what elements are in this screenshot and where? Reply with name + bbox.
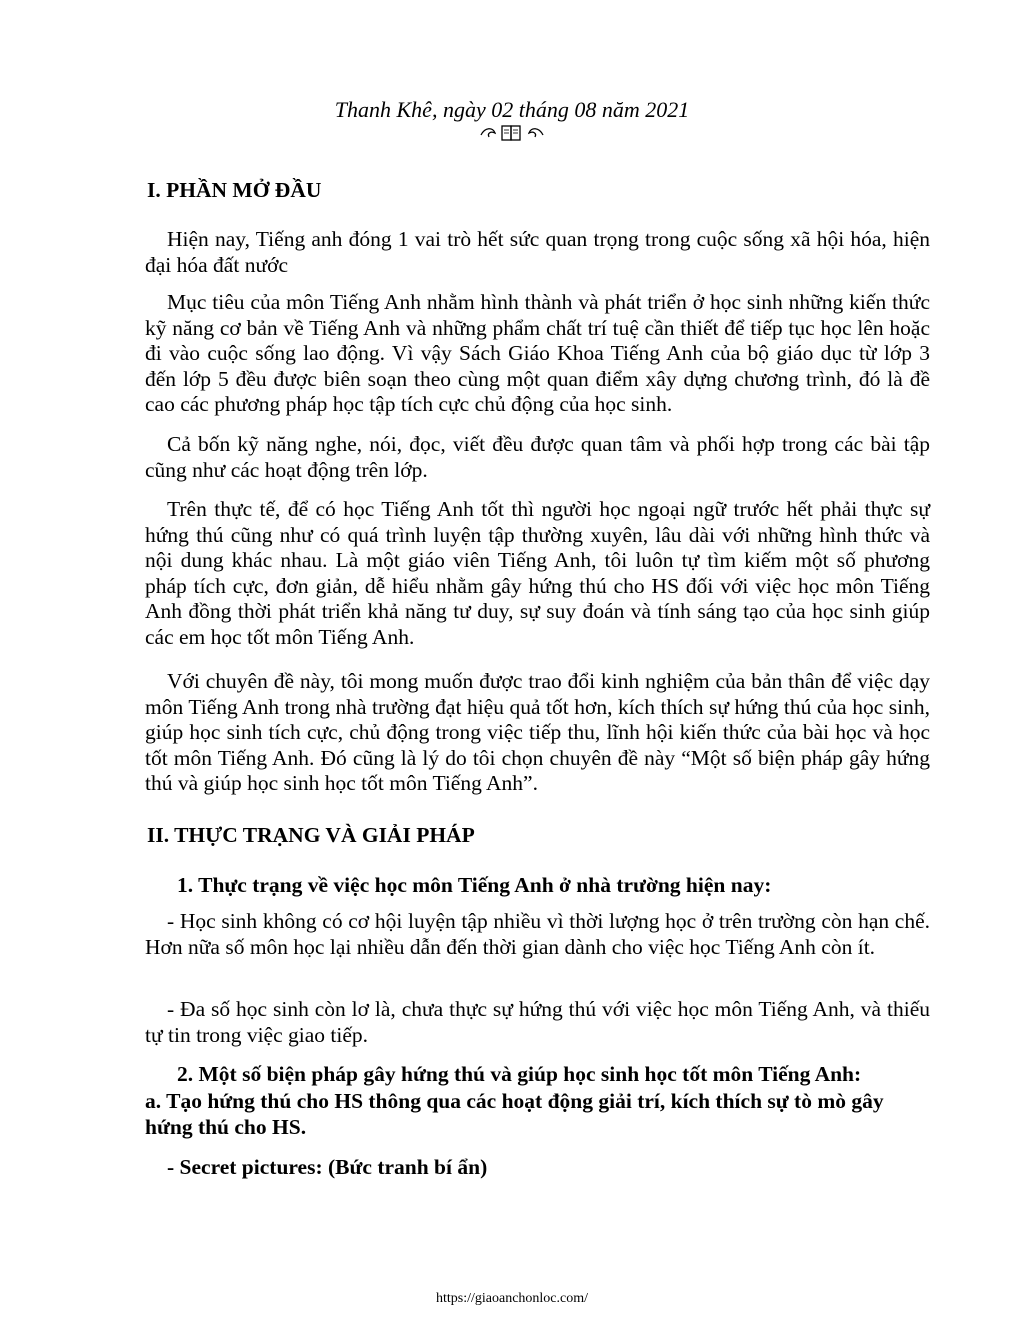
date-line: Thanh Khê, ngày 02 tháng 08 năm 2021 xyxy=(334,97,690,122)
subsection-2-title: 2. Một số biện pháp gây hứng thú và giúp học sinh học tốt môn Tiếng Anh: xyxy=(177,1062,862,1086)
section-2-title: II. THỰC TRẠNG VÀ GIẢI PHÁP xyxy=(147,823,475,847)
subsection-1-title: 1. Thực trạng về việc học môn Tiếng Anh ở nhà trường hiện nay: xyxy=(177,873,772,897)
ornament-icon xyxy=(0,123,1024,148)
footer-url[interactable]: https://giaoanchonloc.com/ xyxy=(435,1291,589,1306)
secret-pictures-item: - Secret pictures: (Bức tranh bí ẩn) xyxy=(167,1155,488,1179)
paragraph-4: Trên thực tế, để có học Tiếng Anh tốt thì người học ngoại ngữ trước hết phải thực sự hứng thú cũng như có quá trình luyện tập thường xuyên, lâu dài với những hình thức và nội dung khác nhau. Là một giáo viên Tiếng Anh, tôi luôn tự tìm kiếm một số phương pháp tích cực, đơn giản, dễ hiểu nhằm gây hứng thú cho HS đối với việc học môn Tiếng Anh đồng thời phát triển khả năng tư duy, sự suy đoán và tính sáng tạo của học sinh giúp các em học tốt môn Tiếng Anh. xyxy=(145,497,930,649)
paragraph-2: Mục tiêu của môn Tiếng Anh nhằm hình thành và phát triển ở học sinh những kiến thức kỹ năng cơ bản về Tiếng Anh và những phẩm chất trí tuệ cần thiết để tiếp tục học lên hoặc đi vào cuộc sống lao động. Vì vậy Sách Giáo Khoa Tiếng Anh của bộ giáo dục từ lớp 3 đến lớp 5 đều được biên soạn theo cùng một quan điểm xây dựng chương trình, đó là đề cao các phương pháp học tập tích cực chủ động của học sinh. xyxy=(145,290,930,416)
subsection-2a-title: a. Tạo hứng thú cho HS thông qua các hoạt động giải trí, kích thích sự tò mò gây hứng thú cho HS. xyxy=(145,1089,884,1139)
book-ornament-icon xyxy=(477,123,547,143)
section-1-title: I. PHẦN MỞ ĐẦU xyxy=(147,178,322,202)
paragraph-1: Hiện nay, Tiếng anh đóng 1 vai trò hết sức quan trọng trong cuộc sống xã hội hóa, hiện đại hóa đất nước xyxy=(145,227,930,277)
paragraph-5: Với chuyên đề này, tôi mong muốn được trao đổi kinh nghiệm của bản thân để việc dạy môn Tiếng Anh trong nhà trường đạt hiệu quả tốt hơn, kích thích sự hứng thú của học sinh, giúp học sinh tích cực, chủ động trong việc tiếp thu, lĩnh hội kiến thức của bài học và học tốt môn Tiếng Anh. Đó cũng là lý do tôi chọn chuyên đề này “Một số biện pháp gây hứng thú và giúp học sinh học tốt môn Tiếng Anh”. xyxy=(145,669,930,795)
subsection-1-item-1: - Học sinh không có cơ hội luyện tập nhiều vì thời lượng học ở trên trường còn hạn chế. Hơn nữa số môn học lại nhiều dẫn đến thời gian dành cho việc học Tiếng Anh còn ít. xyxy=(145,909,930,959)
subsection-1-item-2: - Đa số học sinh còn lơ là, chưa thực sự hứng thú với việc học môn Tiếng Anh, và thiếu tự tin trong việc giao tiếp. xyxy=(145,997,930,1047)
paragraph-3: Cả bốn kỹ năng nghe, nói, đọc, viết đều được quan tâm và phối hợp trong các bài tập cũng như các hoạt động trên lớp. xyxy=(145,432,930,482)
